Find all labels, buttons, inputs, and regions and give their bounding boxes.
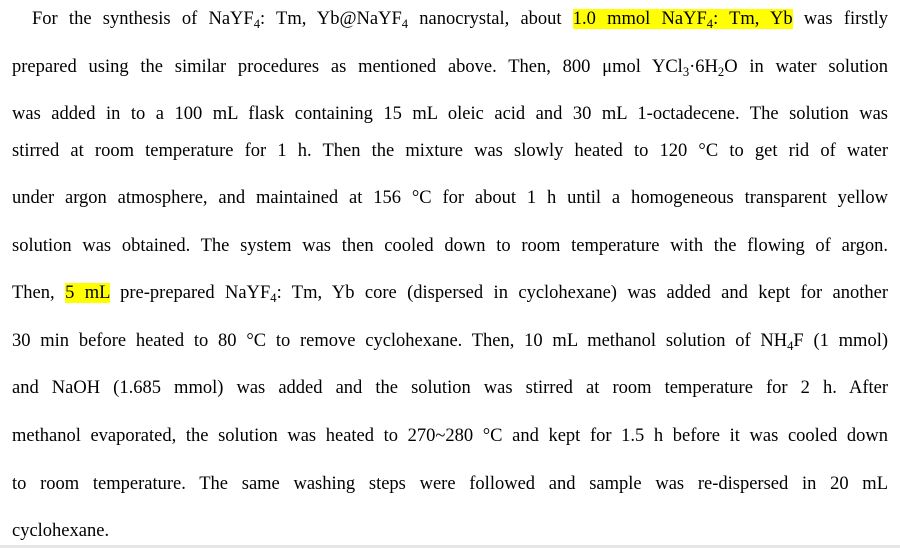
- text-line: 30 min before heated to 80 °C to remove cyclohexane. Then, 10 mL methanol solution of $NH_4F$ (1 mmol): [12, 331, 888, 353]
- subscript: 3: [682, 64, 690, 79]
- text-line: stirred at room temperature for 1 h. Then the mixture was slowly heated to 120 °C to get rid of water: [12, 141, 888, 161]
- subscript: 4: [787, 338, 794, 353]
- text-line: under argon atmosphere, and maintained at 156 °C for about 1 h until a homogeneous transparent yellow: [12, 188, 888, 208]
- highlighted-text: 1.0 mmol NaYF$_4$: Tm, Yb: [572, 9, 793, 31]
- text-line: prepared using the similar procedures as mentioned above. Then, 800 μmol $YCl_3\cdot 6H_2O$ in water solution: [12, 57, 889, 79]
- subscript: 4: [270, 290, 277, 305]
- subscript: 4: [706, 16, 714, 31]
- subscript: 4: [401, 16, 409, 31]
- text-line: was added in to a 100 mL flask containing 15 mL oleic acid and 30 mL 1-octadecene. The solution was: [12, 104, 888, 124]
- text-line: solution was obtained. The system was then cooled down to room temperature with the flowing of argon.: [12, 236, 888, 256]
- text-line: cyclohexane.: [12, 521, 110, 541]
- text-line: and NaOH (1.685 mmol) was added and the solution was stirred at room temperature for 2 h. After: [12, 378, 888, 398]
- text-line: Then, 5 mL pre-prepared NaYF$_4$: Tm, Yb core (dispersed in cyclohexane) was added and kept for another: [12, 283, 888, 305]
- text-line: methanol evaporated, the solution was heated to 270~280 °C and kept for 1.5 h before it was cooled down: [12, 426, 888, 446]
- subscript: 4: [253, 16, 260, 31]
- text-line: For the synthesis of NaYF$_4$: Tm, Yb@NaYF$_4$ nanocrystal, about 1.0 mmol NaYF$_4$: Tm, Yb was firstly: [32, 9, 889, 31]
- highlighted-text: 5 mL: [65, 283, 110, 303]
- subscript: 2: [717, 64, 725, 79]
- text-line: to room temperature. The same washing steps were followed and sample was re-dispersed in 20 mL: [12, 474, 888, 494]
